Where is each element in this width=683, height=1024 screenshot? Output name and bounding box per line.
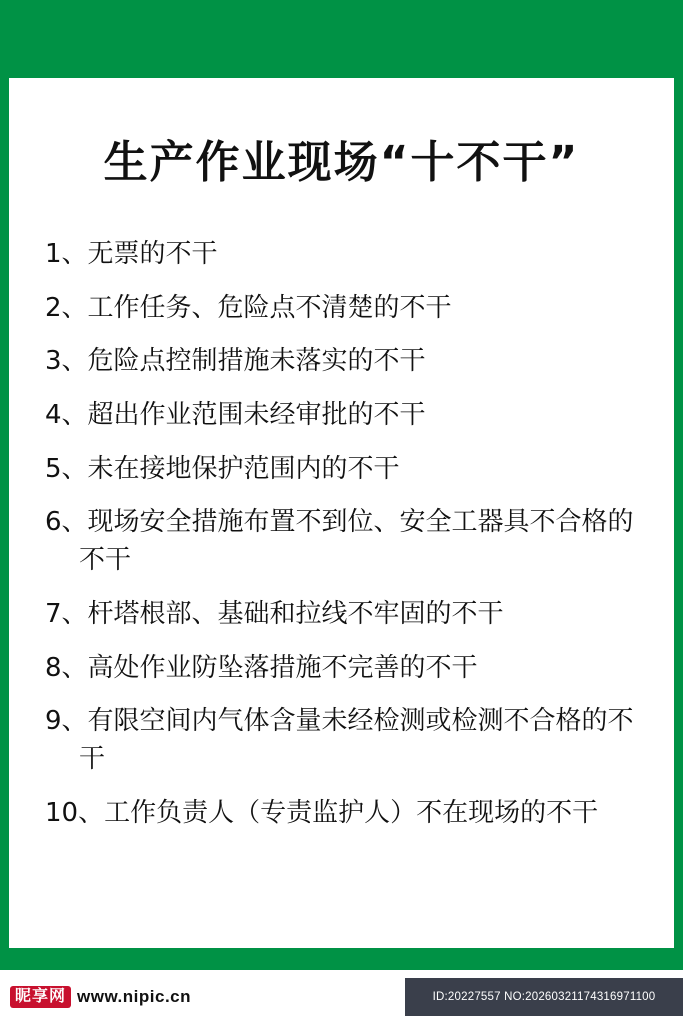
list-item — [45, 397, 638, 435]
rule-text: 3、危险点控制措施未落实的不干 — [45, 346, 426, 377]
rule-text: 9、有限空间内气体含量未经检测或检测不合格的不干 — [45, 706, 634, 774]
rule-text: 8、高处作业防坠落措施不完善的不干 — [45, 652, 478, 683]
site-logo: 昵享网 — [10, 986, 71, 1008]
list-item — [45, 650, 638, 688]
list-item — [45, 451, 638, 489]
page-title: 生产作业现场“十不干” — [103, 137, 580, 188]
list-item — [45, 596, 638, 634]
rule-text: 4、超出作业范围未经审批的不干 — [45, 400, 426, 431]
top-green-band — [0, 0, 683, 78]
list-item — [45, 795, 638, 833]
rule-text: 2、工作任务、危险点不清楚的不干 — [45, 292, 452, 323]
list-item — [45, 504, 638, 579]
content-frame — [0, 78, 683, 948]
list-item — [45, 703, 638, 778]
footer-bar — [0, 970, 683, 1024]
image-id-label: ID:20227557 NO:20260321174316971100 — [405, 978, 683, 1016]
list-item — [45, 343, 638, 381]
watermark — [0, 986, 191, 1008]
rules-list — [9, 190, 674, 832]
bottom-green-band — [0, 948, 683, 970]
rule-text: 1、无票的不干 — [45, 239, 218, 269]
rule-text: 10、工作负责人（专责监护人）不在现场的不干 — [45, 797, 599, 828]
rule-text: 5、未在接地保护范围内的不干 — [45, 453, 400, 484]
rule-text: 6、现场安全措施布置不到位、安全工器具不合格的不干 — [45, 507, 634, 576]
rule-text: 7、杆塔根部、基础和拉线不牢固的不干 — [45, 598, 504, 629]
site-url[interactable]: www.nipic.cn — [77, 987, 192, 1006]
list-item — [45, 290, 638, 328]
list-item — [45, 236, 638, 274]
